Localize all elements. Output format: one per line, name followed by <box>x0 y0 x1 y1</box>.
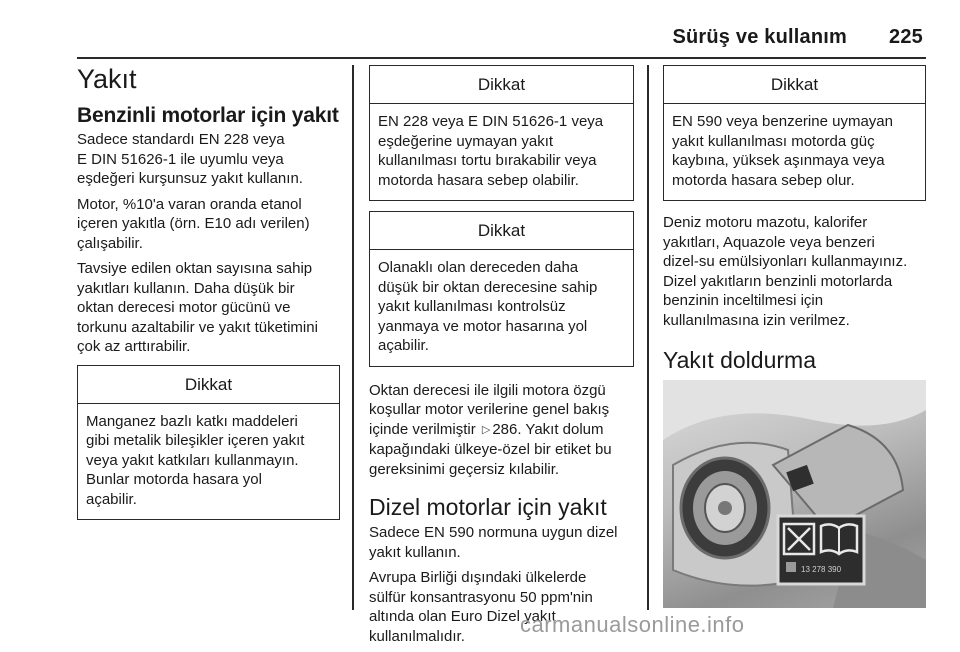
page-header <box>672 26 923 49</box>
paragraph: Sadece standardı EN 228 veya E DIN 51626-1 ile uyumlu veya eşdeğeri kurşunsuz yakıt kullanın. <box>77 131 303 187</box>
fuel-filler-illustration <box>663 380 926 608</box>
paragraph <box>369 381 634 480</box>
refuelling-heading: Yakıt doldurma <box>663 347 816 373</box>
column-left <box>77 63 340 530</box>
caution-text: EN 590 veya benzerine uymayan yakıt kullanılması motorda güç kaybına, yüksek aşınmaya veya motorda hasara sebep olur. <box>672 113 893 189</box>
header-rule <box>77 57 926 59</box>
section-title: Sürüş ve kullanım <box>672 26 848 48</box>
octane-text-b: . Yakıt dolum kapağındaki ülkeye-özel bir etiket bu gereksinimi geçersiz kılabilir. <box>369 420 612 478</box>
paragraph: Sadece EN 590 normuna uygun dizel yakıt kullanın. <box>369 524 618 561</box>
column-divider <box>352 65 354 610</box>
caution-box <box>369 211 634 367</box>
caution-text: EN 228 veya E DIN 51626-1 veya eşdeğerine uymayan yakıt kullanılması tortu bırakabilir veya motorda hasara sebep olabilir. <box>378 113 604 189</box>
diesel-fuel-heading: Dizel motorlar için yakıt <box>369 494 607 520</box>
caution-title: Dikkat <box>370 212 633 250</box>
watermark: carmanualsonline.info <box>520 612 745 637</box>
petrol-fuel-heading: Benzinli motorlar için yakıt <box>77 104 339 127</box>
paragraph: Avrupa Birliği dışındaki ülkelerde sülfür konsantrasyonu 50 ppm'nin altında olan Euro Dizel yakıt kullanılmalıdır. <box>369 569 593 645</box>
paragraph: Tavsiye edilen oktan sayısına sahip yakıtları kullanın. Daha düşük bir oktan derecesi motor gücünü ve torkunu azaltabilir ve yakıt tüketimini çok az arttırabilir. <box>77 260 318 355</box>
caution-box <box>663 65 926 201</box>
caution-text: Manganez bazlı katkı maddeleri gibi metalik bileşikler içeren yakıt veya yakıt katkıları kullanmayın. Bunlar motorda hasara yol açabilir. <box>86 412 305 508</box>
caution-title: Dikkat <box>664 66 925 104</box>
caution-title: Dikkat <box>78 366 339 404</box>
page-reference-icon: ▷ <box>481 423 491 436</box>
column-middle <box>369 65 634 652</box>
fuel-filler-flap-photo <box>663 380 926 608</box>
caution-text: Olanaklı olan dereceden daha düşük bir oktan derecesine sahip yakıt kullanılması kontrolsüz yanmaya ve motor hasarına yol açabilir. <box>378 259 598 354</box>
caution-title: Dikkat <box>370 66 633 104</box>
octane-text-a: Oktan derecesi ile ilgili motora özgü koşullar motor verilerine genel bakış içinde verilmiştir <box>369 381 610 438</box>
paragraph: Motor, %10'a varan oranda etanol içeren yakıtla (örn. E10 adı verilen) çalışabilir. <box>77 195 310 252</box>
photo-label-number: 13 278 390 <box>801 565 842 574</box>
page-number: 225 <box>889 26 923 48</box>
paragraph: Deniz motoru mazotu, kalorifer yakıtları, Aquazole veya benzeri dizel-su emülsiyonları kullanmayınız. Dizel yakıtların benzinli motorlarda benzinin inceltilmesi için kullanılmasına izin verilmez. <box>663 214 908 329</box>
column-right <box>663 65 926 608</box>
caution-box <box>369 65 634 201</box>
column-divider <box>647 65 649 610</box>
main-heading: Yakıt <box>77 64 137 94</box>
caution-box <box>77 365 340 521</box>
page-reference-link[interactable]: 286 <box>492 420 518 438</box>
